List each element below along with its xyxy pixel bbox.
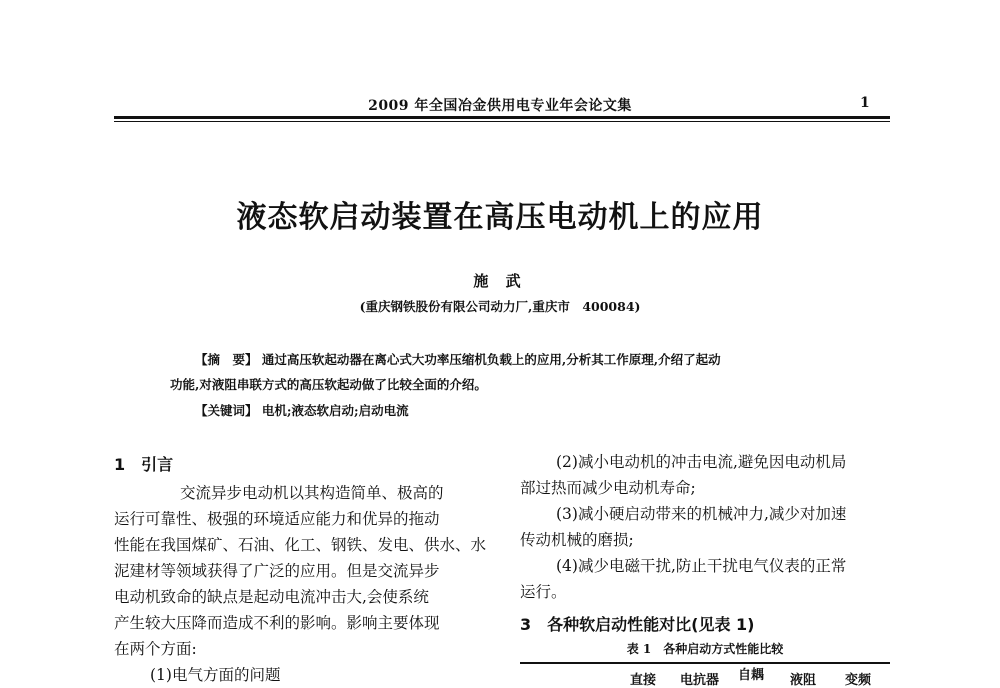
left-body-line: 在两个方面: [114,640,197,658]
table-header-cell: 电抗器 [680,673,720,688]
right-body-line: 运行。 [520,583,567,601]
abstract-text-2: 功能,对液阻串联方式的高压软起动做了比较全面的介绍。 [170,377,487,392]
paper-title: 液态软启动装置在高压电动机上的应用 [236,200,764,235]
abstract-text-1: 通过高压软起动器在离心式大功率压缩机负载上的应用,分析其工作原理,介绍了起动 [261,352,721,367]
abstract-line-1 [195,350,721,368]
right-body-line: (2)减小电动机的冲击电流,避免因电动机局 [556,453,847,471]
running-header: 2009 年全国冶金供用电专业年会论文集 [368,98,632,114]
table-header-cell: 液阻 [790,673,817,688]
keywords-text: 电机;液态软启动;启动电流 [261,403,409,418]
page-number: 1 [860,95,870,111]
header-rule-thick [114,116,890,119]
table-top-rule [520,662,890,664]
header-rule-thin [114,121,890,122]
left-body-line: 电动机致命的缺点是起动电流冲击大,会使系统 [114,588,429,606]
left-body-line: 运行可靠性、极强的环境适应能力和优异的拖动 [114,510,440,528]
table-header-cell: 变频 [845,673,872,688]
left-body-line: 产生较大压降而造成不利的影响。影响主要体现 [114,614,440,632]
section-1-heading: 1 引言 [114,455,174,474]
table-header-cell: 直接 [630,673,657,688]
right-body-line: (4)减少电磁干扰,防止干扰电气仪表的正常 [556,557,847,575]
section-3-heading: 3 各种软启动性能对比(见表 1) [520,615,755,634]
left-body-line: 交流异步电动机以其构造简单、极高的 [180,484,444,502]
left-body-line: (1)电气方面的问题 [150,666,281,684]
right-body-line: 传动机械的磨损; [520,531,634,549]
author-name: 施 武 [473,272,527,290]
left-body-line: 性能在我国煤矿、石油、化工、钢铁、发电、供水、水 [114,536,487,554]
table-caption: 表 1 各种启动方式性能比较 [626,642,784,656]
right-body-line: (3)减小硬启动带来的机械冲力,减少对加速 [556,505,847,523]
keywords-label: 【关键词】 [195,403,258,418]
table-header-cell: 自耦 [738,668,765,683]
author-affiliation: (重庆钢铁股份有限公司动力厂,重庆市 400084) [359,299,641,314]
keywords-line [195,401,409,419]
left-body-line: 泥建材等领域获得了广泛的应用。但是交流异步 [114,562,440,580]
right-body-line: 部过热而减少电动机寿命; [520,479,696,497]
abstract-label: 【摘 要】 [195,352,258,367]
